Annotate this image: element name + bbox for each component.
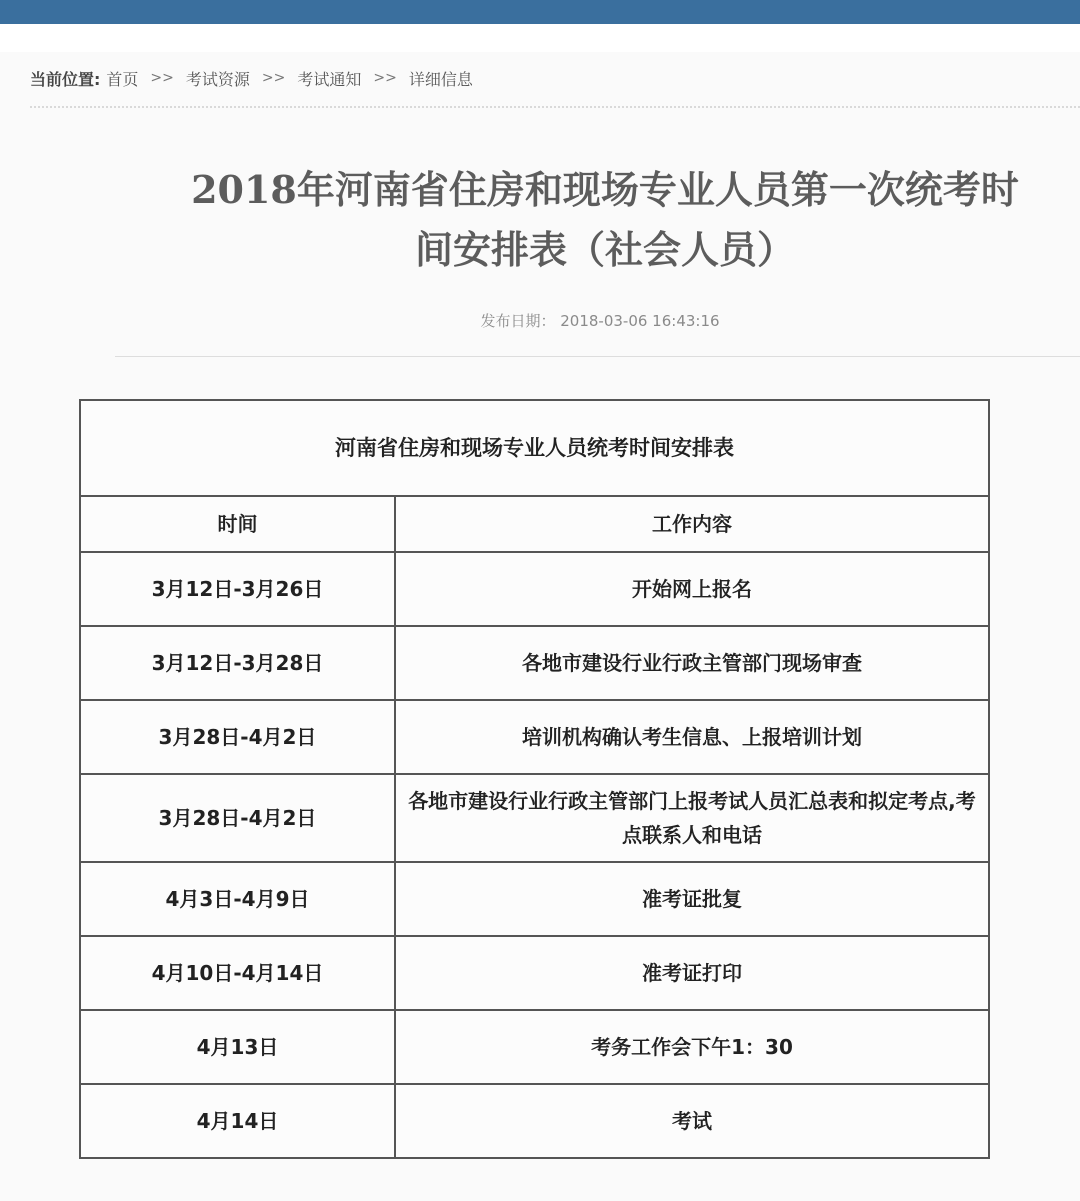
publish-date: 2018-03-06 16:43:16 [560,312,720,330]
row-content: 开始网上报名 [395,552,989,626]
row-content: 各地市建设行业行政主管部门现场审查 [395,626,989,700]
publish-label: 发布日期： [480,312,556,330]
row-time: 4月14日 [80,1084,395,1158]
article-title-line-1: 2018年河南省住房和现场专业人员第一次统考时 [191,167,1019,212]
table-row [80,862,989,936]
row-content: 准考证打印 [395,936,989,1010]
table-title: 河南省住房和现场专业人员统考时间安排表 [80,400,989,496]
table-row [80,552,989,626]
table-row [80,1010,989,1084]
breadcrumb-exam-resources-link[interactable]: 考试资源 [185,69,250,89]
publish-info [0,310,1080,331]
row-content: 培训机构确认考生信息、上报培训计划 [395,700,989,774]
header-gap [0,24,1080,52]
row-time: 3月28日-4月2日 [80,774,395,862]
table-row [80,774,989,862]
breadcrumb-separator: >> [373,70,397,86]
article-title [150,160,1060,280]
column-header-content: 工作内容 [395,496,989,552]
row-time: 3月12日-3月26日 [80,552,395,626]
breadcrumb-home-link[interactable]: 首页 [106,69,139,89]
row-time: 3月12日-3月28日 [80,626,395,700]
title-divider [115,356,1080,357]
row-content: 考务工作会下午1：30 [395,1010,989,1084]
exam-schedule-table [79,399,990,1159]
row-content: 准考证批复 [395,862,989,936]
row-time: 4月10日-4月14日 [80,936,395,1010]
row-time: 4月3日-4月9日 [80,862,395,936]
column-header-time: 时间 [80,496,395,552]
breadcrumb-details-link[interactable]: 详细信息 [408,69,473,89]
table-row [80,626,989,700]
breadcrumb-divider [30,106,1080,108]
breadcrumb-label: 当前位置: [30,69,101,89]
top-header-bar [0,0,1080,24]
row-time: 3月28日-4月2日 [80,700,395,774]
breadcrumb-exam-notice-link[interactable]: 考试通知 [297,69,362,89]
row-time: 4月13日 [80,1010,395,1084]
table-row [80,1084,989,1158]
article-title-line-2: 间安排表（社会人员） [414,227,795,272]
breadcrumb-separator: >> [261,70,286,86]
row-content: 各地市建设行业行政主管部门上报考试人员汇总表和拟定考点,考点联系人和电话 [395,774,989,862]
table-row [80,700,989,774]
breadcrumb-separator: >> [150,70,174,86]
row-content: 考试 [395,1084,989,1158]
table-row [80,936,989,1010]
breadcrumb [30,66,473,90]
